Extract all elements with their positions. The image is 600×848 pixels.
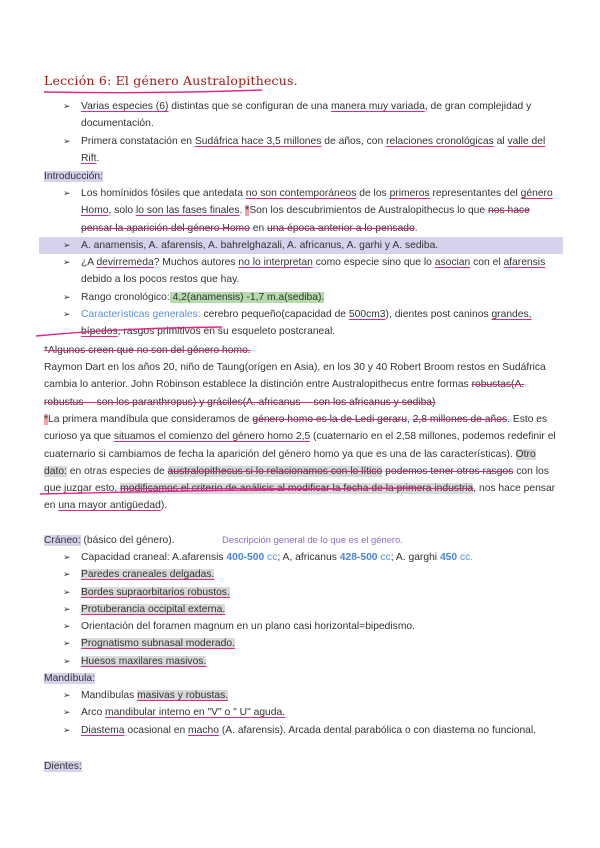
text-span: Diastema xyxy=(81,724,125,736)
mandible-list xyxy=(63,687,563,739)
text-span: , de gran complejidad y documentación. xyxy=(81,101,532,130)
list-item xyxy=(63,254,563,289)
text-span: Otro dato: xyxy=(44,448,536,477)
text-span: representantes del xyxy=(429,188,521,199)
bullet-arrow-icon: ➢ xyxy=(63,603,71,614)
text-span: Mandíbulas xyxy=(81,690,138,701)
text-span: una mayor antigüedad xyxy=(58,500,161,512)
list-item xyxy=(63,306,563,341)
text-span: ? Muchos autores xyxy=(153,257,239,269)
bullet-arrow-icon: ➢ xyxy=(63,621,71,632)
text-span: Varias especies (6) xyxy=(81,101,169,112)
text-span: robustas(A. robustus— son los paranthropus) y gráciles(A. africanus— son los africanus y sediba) xyxy=(44,379,525,408)
text-span: Arco xyxy=(81,707,106,719)
text-span: ), dientes post caninos xyxy=(385,309,492,321)
text-span: cc xyxy=(377,552,391,563)
text-span: género homo es la de Ledi geraru xyxy=(252,414,407,425)
text-span: 400-500 xyxy=(226,552,265,563)
text-span: Orientación del foramen magnum en un plano casi horizontal=bipedismo. xyxy=(81,621,415,633)
text-span: *Algunos creen que no son del género homo. xyxy=(44,345,251,356)
species-list-text: A. anamensis, A. afarensis, A. bahrelghazali, A. africanus, A. garhi y A. sediba. xyxy=(81,239,439,251)
text-span: de los xyxy=(356,188,390,199)
list-item xyxy=(63,635,563,652)
bullet-arrow-icon: ➢ xyxy=(63,291,71,302)
text-span: (cuaternario en el 2,58 millones, podemos redefinir el cuaternario si cambiamos de fecha la aparición del género homo ya que es una de las características). xyxy=(44,431,556,460)
text-span: devirremeda xyxy=(96,257,154,269)
text-span: distintas que se configuran de una xyxy=(168,101,331,112)
text-span: australopithecus si lo relacionamos con lo lítico xyxy=(167,465,383,477)
list-item xyxy=(63,653,563,670)
text-span: podemos tener otros rasgos xyxy=(385,465,514,477)
bullet-arrow-icon: ➢ xyxy=(63,724,71,735)
text-span: lo son las fases finales xyxy=(135,205,240,217)
heading-text: Introducción: xyxy=(44,171,103,182)
intro-heading xyxy=(44,168,103,185)
list-item xyxy=(63,601,563,618)
text-span: masivas y robustas. xyxy=(137,690,229,701)
text-span: una época anterior a lo pensado xyxy=(267,222,415,234)
heading-suffix: (básico del género). xyxy=(80,535,175,546)
bullet-arrow-icon: ➢ xyxy=(63,690,71,700)
text-span: primeros xyxy=(389,188,430,199)
text-span: . xyxy=(414,222,418,234)
mandible-heading xyxy=(44,670,95,687)
text-span: manera muy variada xyxy=(330,101,425,112)
text-span: (A. afarensis). Arcada dental parabólica o con diastema no funcional. xyxy=(218,724,537,736)
intro-bullet-list xyxy=(63,98,563,167)
page-title: Lección 6: El género Australopithecus. xyxy=(44,73,298,88)
bullet-arrow-icon: ➢ xyxy=(63,552,71,562)
text-span: Huesos maxilares masivos. xyxy=(81,655,207,667)
text-span: cc xyxy=(264,552,278,563)
text-span: con el xyxy=(470,257,504,269)
list-item xyxy=(63,566,563,583)
text-span: , solo xyxy=(108,205,136,217)
mandible-paragraph xyxy=(44,411,560,515)
heading-text: Mandíbula: xyxy=(44,673,95,684)
text-span: grandes, bípedos xyxy=(81,309,532,338)
bullet-arrow-icon: ➢ xyxy=(63,188,71,198)
bullet-arrow-icon: ➢ xyxy=(63,239,71,250)
text-span: Paredes craneales delgadas. xyxy=(81,569,215,581)
text-span: Protuberancia occipital externa. xyxy=(81,603,226,615)
text-span: afarensis xyxy=(503,257,546,269)
text-span: situamos el comienzo del género homo 2,5 xyxy=(113,431,311,443)
text-span: . xyxy=(96,152,100,164)
list-item xyxy=(63,185,563,237)
text-span: ). xyxy=(160,500,168,512)
text-span: 500cm3 xyxy=(348,309,386,321)
text-span: ocasional en xyxy=(124,724,189,736)
text-span: ; A. garghi xyxy=(390,552,440,563)
text-span: debido a los pocos restos que hay. xyxy=(81,274,240,286)
text-span: 2,8 millones de años xyxy=(412,414,508,425)
text-span: Raymon Dart en los años 20, niño de Taung(orígen en Asia), en los 30 y 40 Robert Broom restos en Sudáfrica cambia lo anterior. John Robinson establece la distinción entre Australopithecus entre formas xyxy=(44,362,546,391)
list-item xyxy=(63,584,563,601)
text-span: asocian xyxy=(434,257,471,269)
text-span: cc. xyxy=(457,552,474,563)
text-span: , rasgos primitivos en su esqueleto postcraneal. xyxy=(117,326,336,338)
skull-heading xyxy=(44,532,175,549)
text-span: , xyxy=(406,414,413,425)
bullet-arrow-icon: ➢ xyxy=(63,135,71,146)
bullet-arrow-icon: ➢ xyxy=(63,257,71,268)
bullet-arrow-icon: ➢ xyxy=(63,586,71,597)
list-item xyxy=(63,133,563,168)
text-span: 4,2(anamensis) -1,7 m.a(sediba). xyxy=(169,291,325,303)
text-span: nos hace pensar la aparición del género Homo xyxy=(81,205,530,234)
text-span: 450 xyxy=(439,552,458,563)
heading-text: Cráneo: xyxy=(44,535,81,546)
text-span: modificamos el criterio de análisis al modificar la fecha de la primera industria xyxy=(120,483,474,495)
text-span: en otras especies de xyxy=(66,465,168,477)
teeth-heading xyxy=(44,758,82,775)
text-span: . Esto es curioso ya que xyxy=(44,414,548,443)
list-item xyxy=(63,618,563,635)
bullet-arrow-icon: ➢ xyxy=(63,638,71,649)
text-span: al xyxy=(493,135,508,147)
text-span: Rango cronológico: xyxy=(81,291,170,303)
text-span: La primera mandíbula que consideramos de xyxy=(48,414,253,425)
star-marker: * xyxy=(245,205,250,217)
handwritten-annotation: Descripción general de lo que es el género. xyxy=(222,534,403,545)
text-span: macho xyxy=(188,724,219,736)
text-span: ; A, africanus xyxy=(277,552,340,563)
text-span: en xyxy=(249,222,268,234)
text-span: Características generales: xyxy=(81,309,201,321)
heading-text: Dientes: xyxy=(44,761,82,772)
text-span: ¿A xyxy=(81,257,97,269)
bullet-arrow-icon: ➢ xyxy=(63,707,71,718)
list-item xyxy=(63,704,563,721)
list-item xyxy=(63,722,563,739)
text-span: no son contemporáneos xyxy=(245,188,357,199)
text-span: Prognatismo subnasal moderado. xyxy=(81,638,235,650)
text-span: 428-500 xyxy=(339,552,378,563)
skull-list xyxy=(63,549,563,670)
list-item xyxy=(63,289,563,306)
text-span: Los homínidos fósiles que antedata xyxy=(81,188,246,199)
bullet-arrow-icon: ➢ xyxy=(63,309,71,320)
text-span: Sudáfrica hace xyxy=(194,135,267,147)
text-span: , nos hace pensar en xyxy=(44,483,556,512)
text-span: como especie sino que lo xyxy=(312,257,435,269)
list-item xyxy=(63,98,563,133)
list-item xyxy=(63,687,563,704)
title-underline-stroke xyxy=(44,90,262,93)
intro-detail-list xyxy=(63,185,563,341)
star-marker: * xyxy=(44,414,49,425)
history-paragraph xyxy=(44,359,560,411)
text-span: de años, con xyxy=(321,135,387,147)
bullet-arrow-icon: ➢ xyxy=(63,569,71,580)
text-span: género Homo xyxy=(81,188,553,217)
note-paragraph xyxy=(44,342,560,359)
text-span: . xyxy=(239,205,246,217)
text-span: cerebro pequeño(capacidad de xyxy=(200,309,349,321)
text-span: valle del Rift xyxy=(81,135,546,164)
bullet-arrow-icon: ➢ xyxy=(63,101,71,111)
text-span: Capacidad craneal: A.afarensis xyxy=(81,552,227,563)
text-span: Son los descubrimientos de Australopithecus lo que xyxy=(249,205,489,217)
text-span: relaciones cronológicas xyxy=(386,135,494,147)
text-span: con los que juzgar esto, xyxy=(44,465,549,495)
text-span: no lo interpretan xyxy=(238,257,313,269)
text-span: Primera constatación en xyxy=(81,135,195,147)
text-span: Bordes supraorbitarios robustos. xyxy=(81,586,230,598)
list-item xyxy=(39,237,563,254)
bullet-arrow-icon: ➢ xyxy=(63,655,71,666)
text-span: 3,5 millones xyxy=(266,135,322,147)
list-item xyxy=(63,549,563,566)
text-span: mandibular interno en "V" o " U" aguda. xyxy=(105,707,286,719)
